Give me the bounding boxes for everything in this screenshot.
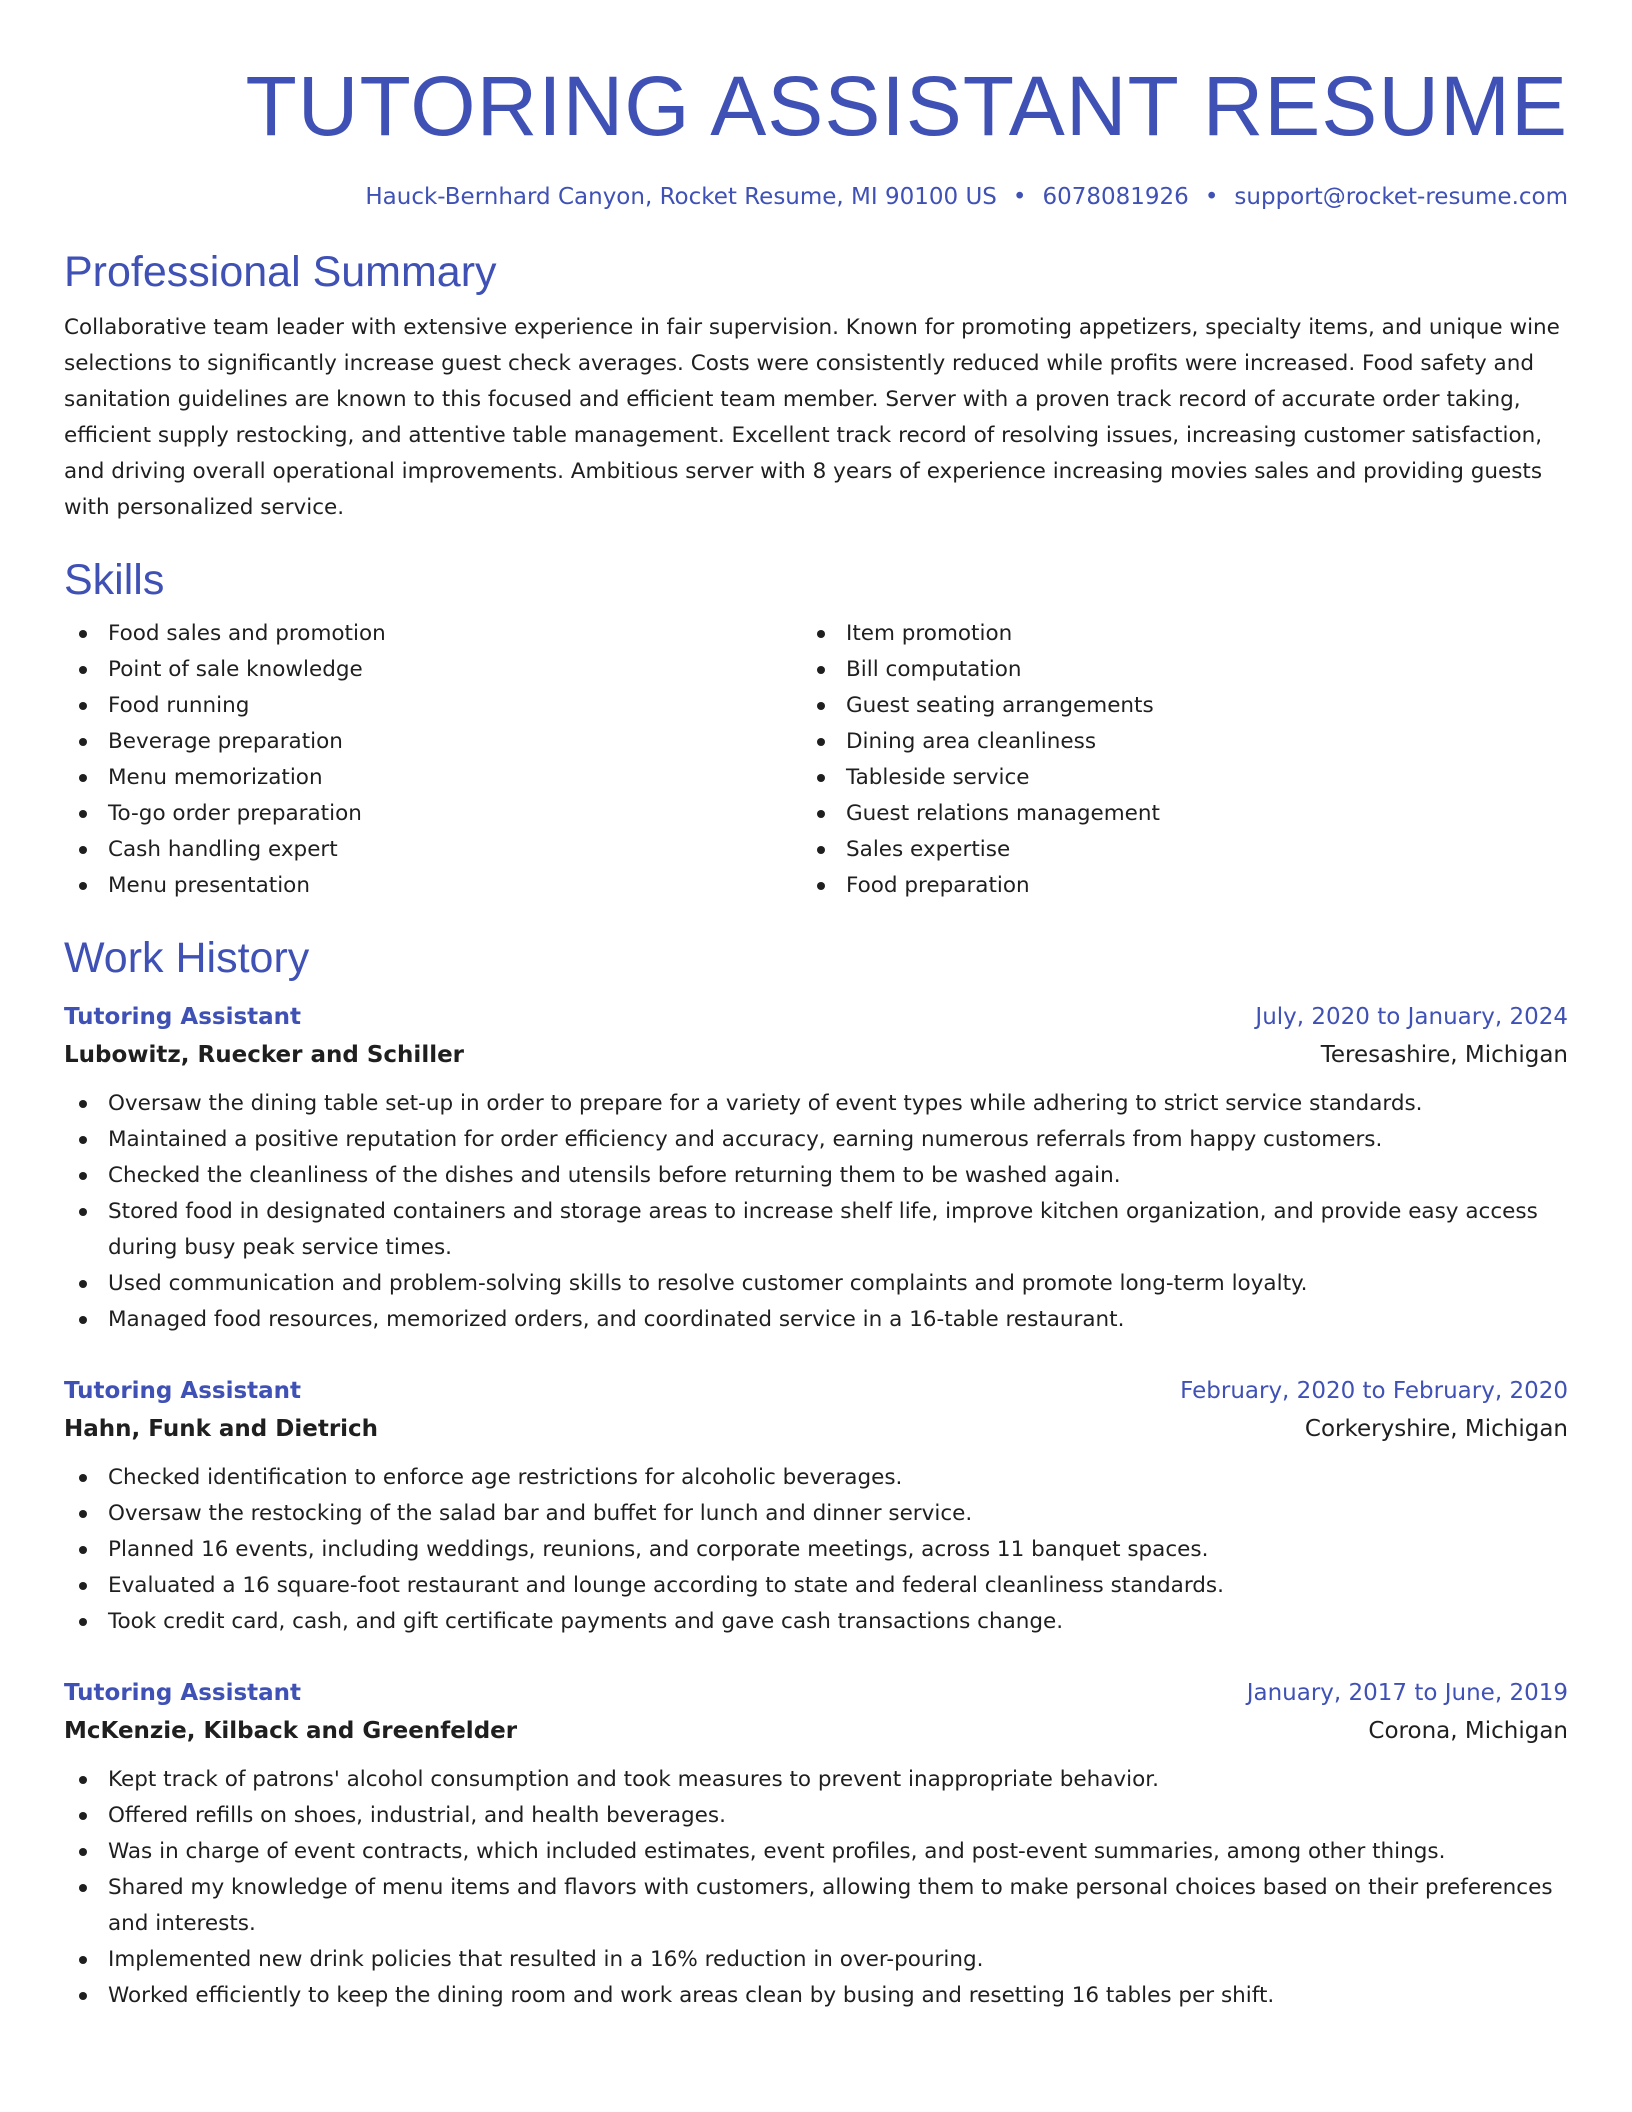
skill-item: Sales expertise (802, 832, 1540, 868)
skill-item: Menu presentation (64, 868, 802, 904)
job-duty-item: Managed food resources, memorized orders, and coordinated service in a 16-table restaurant. (64, 1302, 1568, 1338)
job-dates: February, 2020 to February, 2020 (1180, 1378, 1568, 1404)
job-duty-item: Took credit card, cash, and gift certificate payments and gave cash transactions change. (64, 1604, 1568, 1640)
contact-phone: 6078081926 (1042, 184, 1189, 210)
job-duties-list (64, 1460, 1568, 1640)
job-title: Tutoring Assistant (64, 1004, 302, 1030)
skills-section (64, 554, 1568, 904)
job-duty-item: Was in charge of event contracts, which included estimates, event profiles, and post-event summaries, among other things. (64, 1834, 1568, 1870)
skill-item: Guest relations management (802, 796, 1540, 832)
skill-item: Item promotion (802, 616, 1540, 652)
contact-address: Hauck-Bernhard Canyon, Rocket Resume, MI 90100 US (365, 184, 997, 210)
company-name: McKenzie, Kilback and Greenfelder (64, 1718, 518, 1744)
job-location: Corkeryshire, Michigan (1304, 1416, 1568, 1442)
section-heading-work: Work History (64, 934, 310, 982)
separator-dot: • (1012, 184, 1027, 210)
company-name: Lubowitz, Ruecker and Schiller (64, 1042, 465, 1068)
resume-title: TUTORING ASSISTANT RESUME (245, 59, 1568, 153)
job-duty-item: Used communication and problem-solving skills to resolve customer complaints and promote long-term loyalty. (64, 1266, 1568, 1302)
company-name: Hahn, Funk and Dietrich (64, 1416, 379, 1442)
separator-dot: • (1204, 184, 1219, 210)
job-duties-list (64, 1086, 1568, 1338)
skill-item: Food running (64, 688, 802, 724)
job-duty-item: Maintained a positive reputation for order efficiency and accuracy, earning numerous referrals from happy customers. (64, 1122, 1568, 1158)
skill-item: Tableside service (802, 760, 1540, 796)
skill-item: Food sales and promotion (64, 616, 802, 652)
work-history-section (64, 932, 1568, 2014)
contact-line (64, 182, 1568, 212)
jobs-list (64, 998, 1568, 2014)
job-title-row (64, 1674, 1568, 1712)
job-company-row (64, 1712, 1568, 1750)
job-duty-item: Oversaw the restocking of the salad bar and buffet for lunch and dinner service. (64, 1496, 1568, 1532)
job-title: Tutoring Assistant (64, 1680, 302, 1706)
skill-item: Cash handling expert (64, 832, 802, 868)
skill-item: Dining area cleanliness (802, 724, 1540, 760)
skill-item: Beverage preparation (64, 724, 802, 760)
job-duty-item: Planned 16 events, including weddings, reunions, and corporate meetings, across 11 banquet spaces. (64, 1532, 1568, 1568)
skills-column-left (64, 616, 802, 904)
skill-item: Bill computation (802, 652, 1540, 688)
job-duty-item: Worked efficiently to keep the dining room and work areas clean by busing and resetting 16 tables per shift. (64, 1978, 1568, 2014)
job-location: Teresashire, Michigan (1320, 1042, 1568, 1068)
summary-text: Collaborative team leader with extensive experience in fair supervision. Known for promoting appetizers, specialty items, and unique wine selections to significantly increase guest check averages. Costs were consistently reduced while profits were increased. Food safety and sanitation guidelines are known to this focused and efficient team member. Server with a proven track record of accurate order taking, efficient supply restocking, and attentive table management. Excellent track record of resolving issues, increasing customer satisfaction, and driving overall operational improvements. Ambitious server with 8 years of experience increasing movies sales and providing guests with personalized service. (64, 315, 1560, 520)
contact-email[interactable]: support@rocket-resume.com (1234, 184, 1568, 210)
section-heading-summary: Professional Summary (64, 248, 497, 296)
job-entry (64, 998, 1568, 1338)
job-duties-list (64, 1762, 1568, 2014)
skill-item: To-go order preparation (64, 796, 802, 832)
job-title-row (64, 998, 1568, 1036)
skill-item: Food preparation (802, 868, 1540, 904)
skills-column-right (802, 616, 1540, 904)
section-heading-skills: Skills (64, 556, 165, 604)
job-duty-item: Implemented new drink policies that resulted in a 16% reduction in over-pouring. (64, 1942, 1568, 1978)
resume-header (64, 54, 1568, 212)
job-duty-item: Kept track of patrons' alcohol consumption and took measures to prevent inappropriate behavior. (64, 1762, 1568, 1798)
job-entry (64, 1674, 1568, 2014)
job-dates: July, 2020 to January, 2024 (1255, 1004, 1568, 1030)
job-duty-item: Checked the cleanliness of the dishes and utensils before returning them to be washed again. (64, 1158, 1568, 1194)
job-entry (64, 1372, 1568, 1640)
job-duty-item: Evaluated a 16 square-foot restaurant and lounge according to state and federal cleanliness standards. (64, 1568, 1568, 1604)
skills-grid (64, 616, 1568, 904)
skill-item: Guest seating arrangements (802, 688, 1540, 724)
job-company-row (64, 1410, 1568, 1448)
job-duty-item: Offered refills on shoes, industrial, and health beverages. (64, 1798, 1568, 1834)
job-location: Corona, Michigan (1368, 1718, 1568, 1744)
job-dates: January, 2017 to June, 2019 (1246, 1680, 1568, 1706)
job-duty-item: Checked identification to enforce age restrictions for alcoholic beverages. (64, 1460, 1568, 1496)
skill-item: Point of sale knowledge (64, 652, 802, 688)
job-title: Tutoring Assistant (64, 1378, 302, 1404)
job-duty-item: Shared my knowledge of menu items and flavors with customers, allowing them to make personal choices based on their preferences and interests. (64, 1870, 1568, 1942)
job-company-row (64, 1036, 1568, 1074)
job-title-row (64, 1372, 1568, 1410)
job-duty-item: Oversaw the dining table set-up in order to prepare for a variety of event types while adhering to strict service standards. (64, 1086, 1568, 1122)
skill-item: Menu memorization (64, 760, 802, 796)
professional-summary-section (64, 246, 1568, 526)
job-duty-item: Stored food in designated containers and storage areas to increase shelf life, improve kitchen organization, and provide easy access during busy peak service times. (64, 1194, 1568, 1266)
